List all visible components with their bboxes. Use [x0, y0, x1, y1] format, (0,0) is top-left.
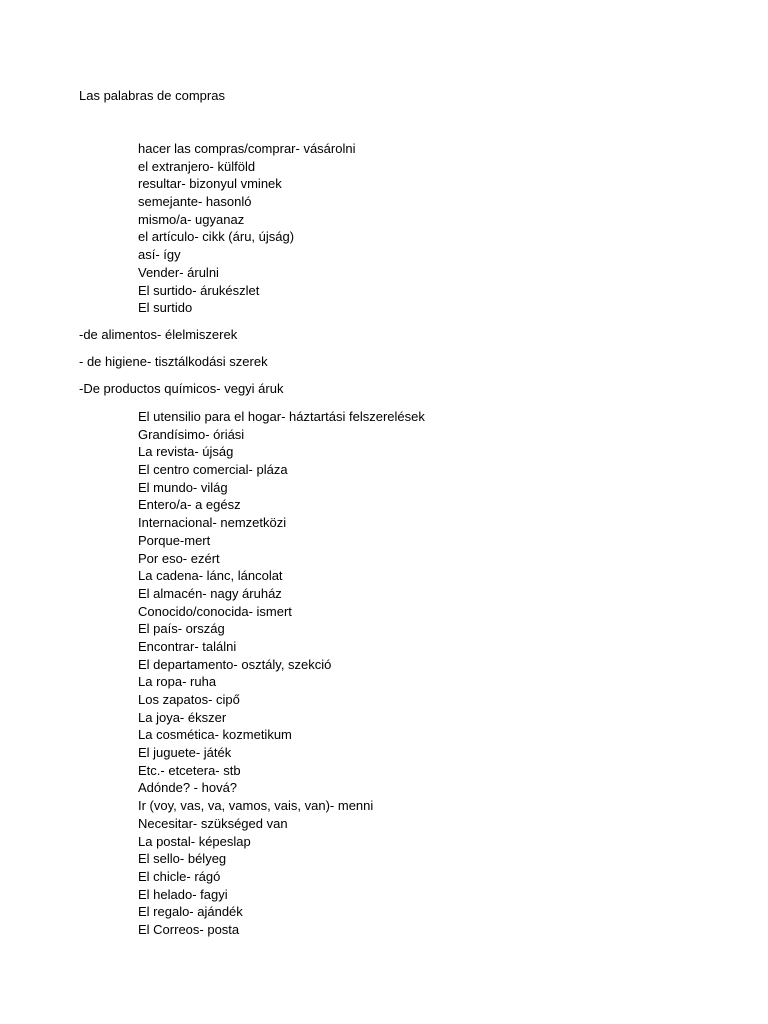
item-text: Adónde? - hová?	[138, 780, 238, 796]
item-text: Grandísimo- óriási	[138, 426, 245, 442]
item-text: Etc.- etcetera- stb	[138, 762, 241, 778]
item-text: La ropa- ruha	[138, 674, 217, 690]
item-text: La joya- ékszer	[138, 709, 227, 725]
item-text: El utensilio para el hogar- háztartási felszerelések	[138, 409, 425, 424]
item-text: Vender- árulni	[138, 264, 219, 280]
item-text: La cosmética- kozmetikum	[138, 727, 292, 743]
item-text: El surtido	[138, 300, 193, 316]
item-text: Los zapatos- cipő	[138, 692, 240, 707]
item-text: El país- ország	[138, 621, 225, 637]
category-higiene: - de higiene- tisztálkodási szerek	[79, 354, 268, 369]
item-text: Ir (voy, vas, va, vamos, vais, van)- menni	[138, 798, 374, 814]
item-text: Necesitar- szükséged van	[138, 815, 288, 831]
item-text: El surtido- árukészlet	[138, 282, 260, 298]
item-text: el artículo- cikk (áru, újság)	[138, 229, 295, 245]
item-text: el extranjero- külföld	[138, 158, 256, 174]
item-text: El chicle- rágó	[138, 868, 221, 884]
item-text: Internacional- nemzetközi	[138, 515, 287, 531]
item-text: El regalo- ajándék	[138, 904, 243, 920]
item-text: La cadena- lánc, láncolat	[138, 568, 283, 584]
page-title: Las palabras de compras	[79, 88, 225, 103]
item-text: El juguete- játék	[138, 745, 232, 761]
item-text: La postal- képeslap	[138, 833, 251, 849]
item-text: Entero/a- a egész	[138, 497, 241, 513]
item-text: El almacén- nagy áruház	[138, 585, 282, 601]
item-text: Conocido/conocida- ismert	[138, 603, 292, 619]
item-text: hacer las compras/comprar- vásárolni	[138, 141, 356, 156]
item-text: Por eso- ezért	[138, 550, 220, 566]
item-text: El departamento- osztály, szekció	[138, 656, 332, 672]
category-alimentos: -de alimentos- élelmiszerek	[79, 327, 238, 342]
item-text: El sello- bélyeg	[138, 851, 227, 867]
item-text: Encontrar- találni	[138, 638, 237, 654]
item-text: El centro comercial- pláza	[138, 462, 288, 478]
item-text: El Correos- posta	[138, 921, 240, 937]
item-text: Porque-mert	[138, 532, 211, 548]
category-quimicos: -De productos químicos- vegyi áruk	[79, 381, 284, 396]
item-text: así- így	[138, 247, 181, 263]
item-text: semejante- hasonló	[138, 194, 252, 210]
item-text: resultar- bizonyul vminek	[138, 176, 282, 192]
item-text: mismo/a- ugyanaz	[138, 211, 245, 227]
item-text: El mundo- világ	[138, 479, 228, 495]
item-text: El helado- fagyi	[138, 886, 228, 902]
item-text: La revista- újság	[138, 444, 234, 460]
